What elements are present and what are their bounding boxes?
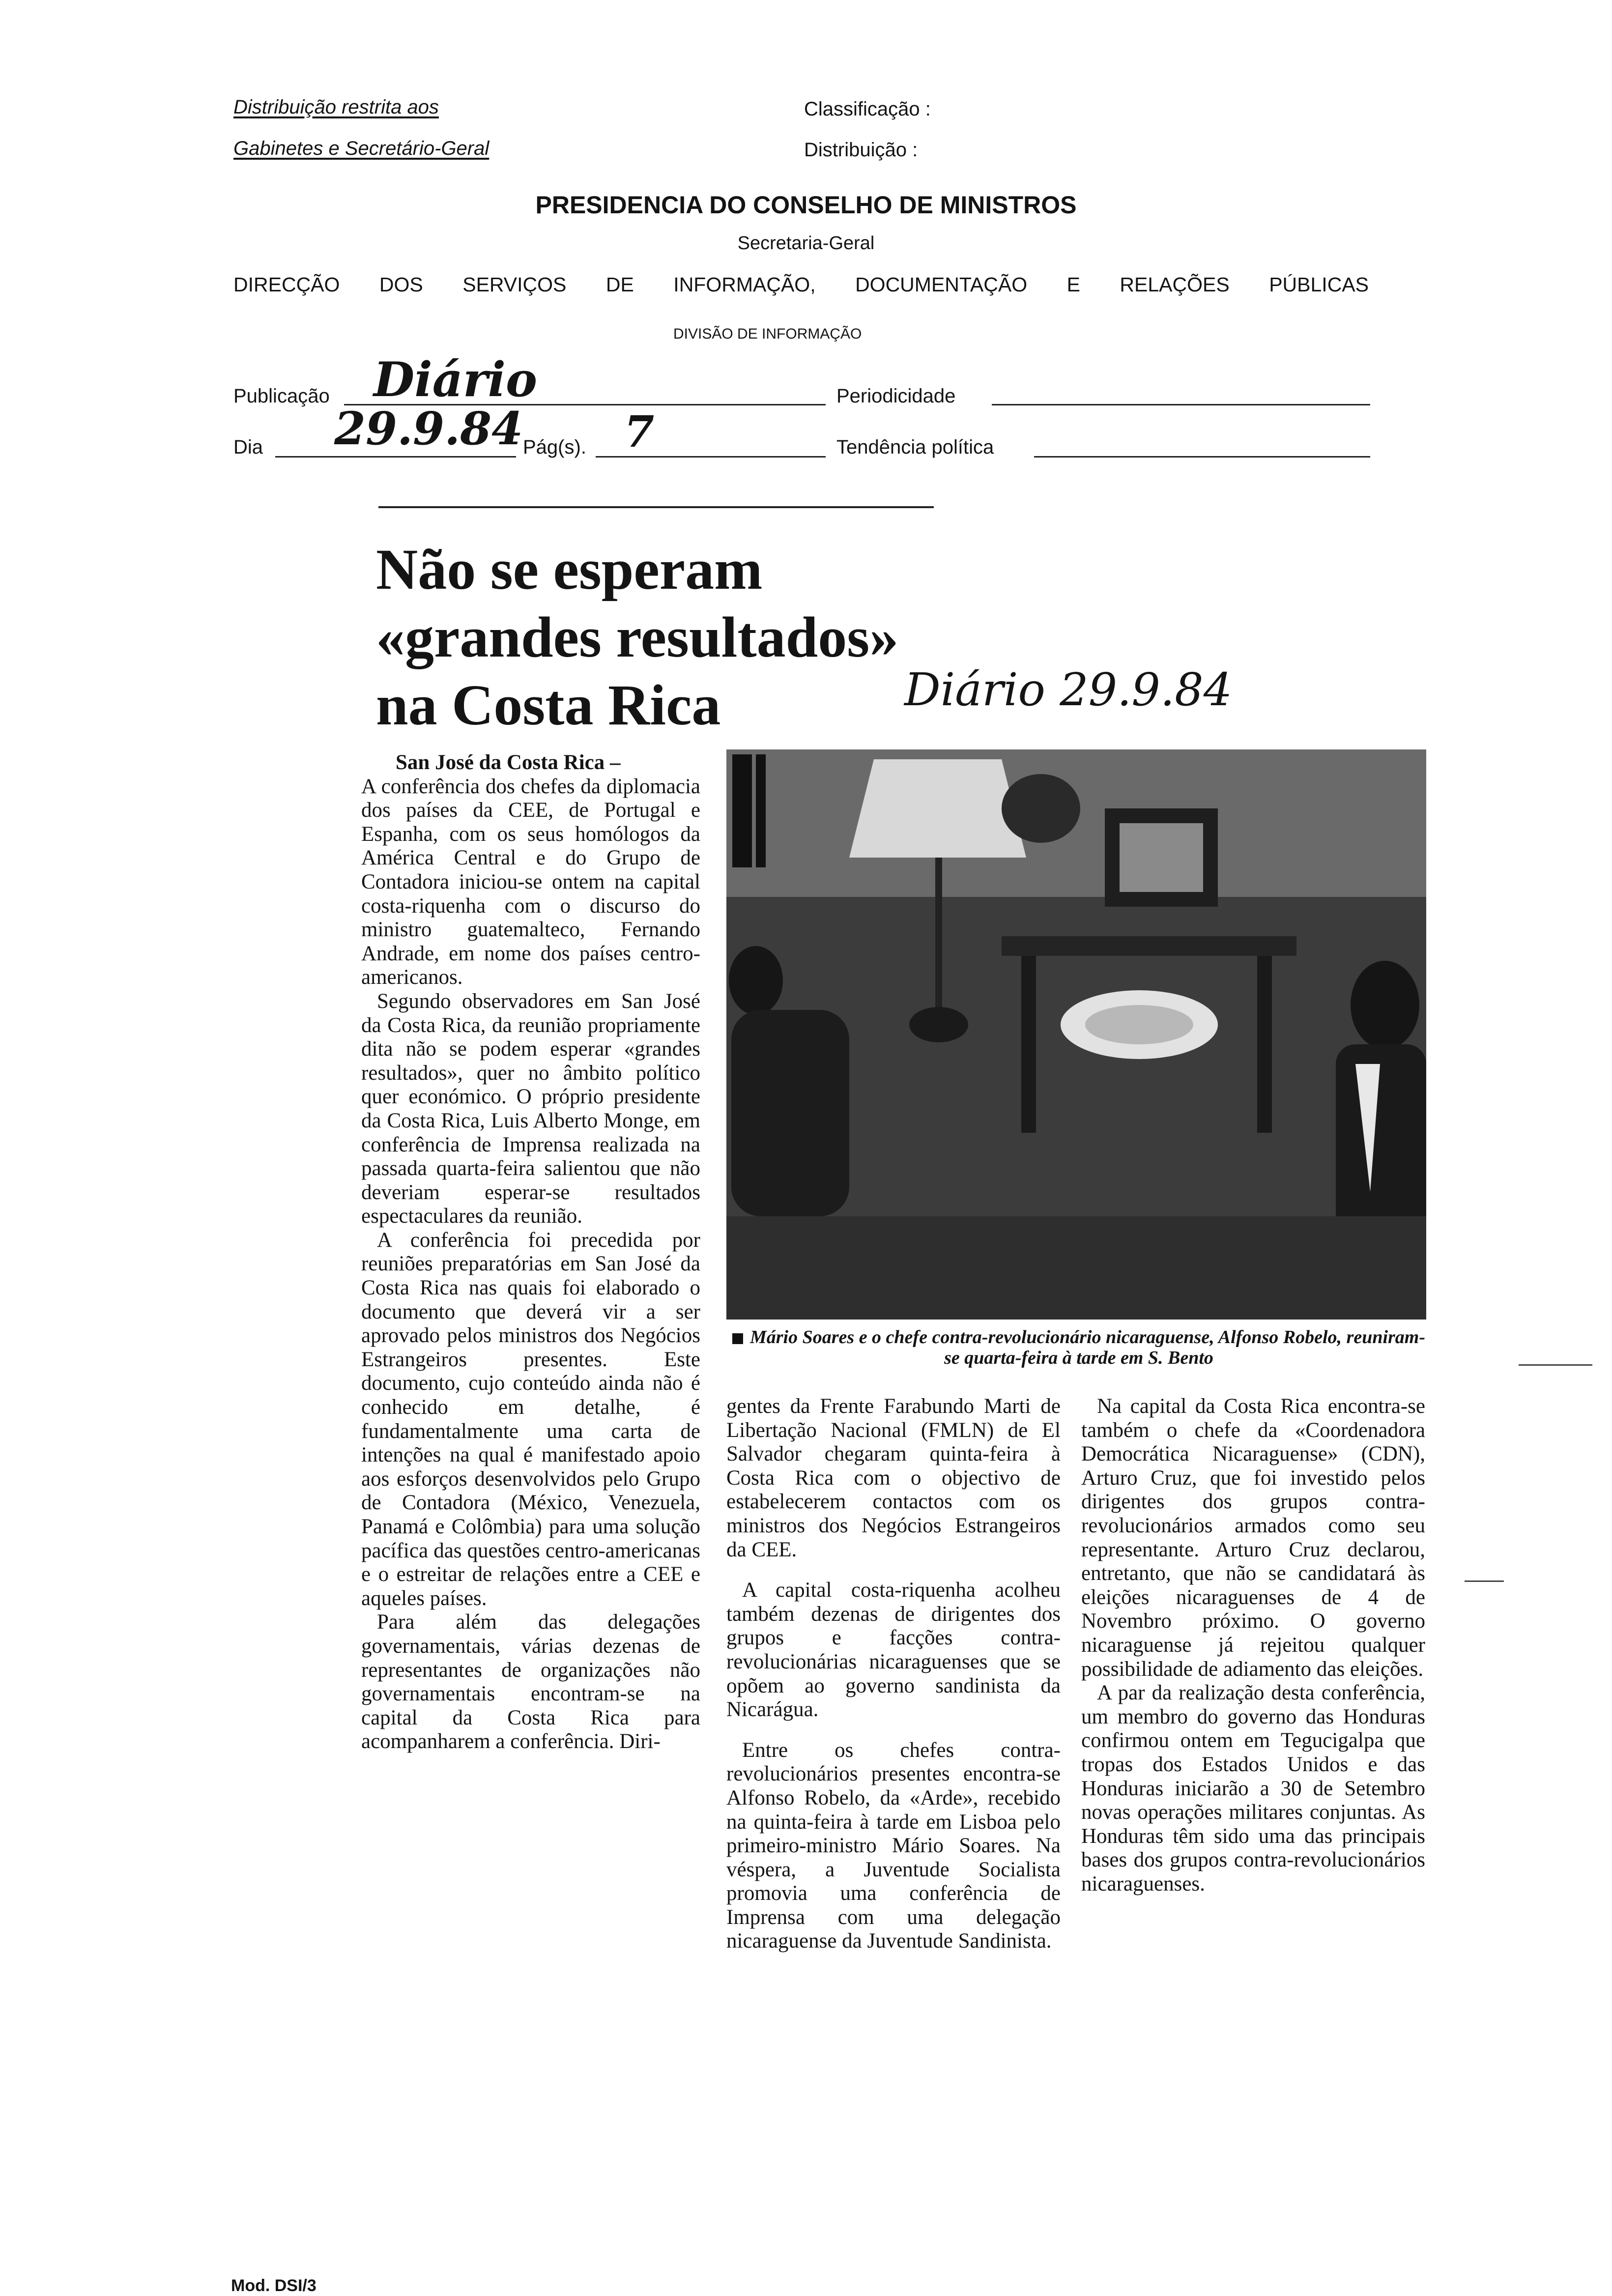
- article-column-1: [361, 751, 700, 1754]
- pages-label: Pág(s).: [523, 436, 586, 458]
- headline: [376, 536, 898, 739]
- col1-paragraph-4: Para além das delegações governamentais, várias dezenas de representantes de organizações não governamentais encontram-se na capital da Costa Rica para acompanharem a conferência. Diri-: [361, 1610, 700, 1753]
- day-field: [275, 456, 516, 458]
- col1-paragraph-3: A conferência foi precedida por reuniões preparatórias em San José da Costa Rica nas quais foi elaborado o documento que deverá vir a ser aprovado pelos ministros dos Negócios Estrangeiros presentes. Este documento, cujo conteúdo ainda não é conhecido em detalhe, é fundamentalmente uma carta de intenções na qual é manifestado apoio aos esforços desenvolvidos pelo Grupo de Contadora (México, Venezuela, Panamá e Colômbia) para uma solução pacífica das questões centro-americanas e o estreitar de relações entre a CEE e aqueles países.: [361, 1228, 700, 1610]
- margin-dash-right: [1465, 1580, 1504, 1582]
- col2-paragraph-2: A capital costa-riquenha acolheu também dezenas de dirigentes dos grupos e facções contra-revolucionárias nicaraguenses que se opõem ao governo sandinista da Nicarágua.: [726, 1578, 1061, 1722]
- day-label: Dia: [233, 436, 263, 458]
- news-photo: [726, 749, 1426, 1320]
- col3-paragraph-2: A par da realização desta conferência, um membro do governo das Honduras confirmou ontem em Tegucigalpa que tropas dos Estados Unidos e das Honduras iniciarão a 30 de Setembro novas operações militares conjuntas. As Honduras têm sido uma das principais bases dos grupos contra-revolucionários nicaraguenses.: [1081, 1681, 1425, 1895]
- headline-line-2: «grandes resultados»: [376, 605, 899, 669]
- col1-paragraph-2: Segundo observadores em San José da Costa Rica, da reunião propriamente dita não se podem esperar «grandes resultados», quer no âmbito político quer económico. O próprio presidente da Costa Rica, Luis Alberto Monge, em conferência de Imprensa realizada na passada quarta-feira salientou que não deveriam esperar-se resultados espectaculares da reunião.: [361, 989, 700, 1228]
- distribution-label: Distribuição :: [804, 139, 918, 161]
- margin-dash-right-2: [1519, 1364, 1592, 1366]
- publication-handwritten: Diário: [374, 352, 537, 407]
- col3-paragraph-1: Na capital da Costa Rica encontra-se também o chefe da «Coordenadora Democrática Nicaraguense» (CDN), Arturo Cruz, que foi investido pelos dirigentes dos grupos contra-revolucionários armados como seu representante. Arturo Cruz declarou, entretanto, que não se candidatará às eleições nicaraguenses de 4 de Novembro próximo. O governo nicaraguense já rejeitou qualquer possibilidade de adiamento das eleições.: [1081, 1395, 1425, 1681]
- distribution-restricted-line1: Distribuição restrita aos: [233, 96, 439, 118]
- distribution-restricted-line2: Gabinetes e Secretário-Geral: [233, 138, 489, 159]
- dateline: San José da Costa Rica –: [396, 751, 621, 774]
- article-column-3: [1081, 1395, 1425, 1896]
- classification-label: Classificação :: [804, 98, 931, 120]
- form-code: Mod. DSI/3: [231, 2276, 317, 2295]
- tendency-field: [1034, 456, 1370, 458]
- col2-paragraph-3: Entre os chefes contra-revolucionários presentes encontra-se Alfonso Robelo, da «Arde», recebido na quinta-feira à tarde em Lisboa pelo primeiro-ministro Mário Soares. Na véspera, a Juventude Socialista promovia uma conferência de Imprensa com uma delegação nicaraguense da Juventude Sandinista.: [726, 1738, 1061, 1953]
- directorate-title: DIRECÇÃO DOS SERVIÇOS DE INFORMAÇÃO, DOCUMENTAÇÃO E RELAÇÕES PÚBLICAS: [233, 273, 1369, 296]
- division-title: DIVISÃO DE INFORMAÇÃO: [673, 326, 862, 342]
- news-photo-image: [726, 749, 1426, 1320]
- col2-paragraph-1: gentes da Frente Farabundo Marti de Libertação Nacional (FMLN) de El Salvador chegaram quinta-feira à Costa Rica com o objectivo de estabelecerem contactos com os ministros dos Negócios Estrangeiros da CEE.: [726, 1395, 1061, 1561]
- col1-paragraph-1: A conferência dos chefes da diplomacia dos países da CEE, de Portugal e Espanha, com os seus homólogos da América Central e do Grupo de Contadora iniciou-se ontem na capital costa-riquenha com o discurso do ministro guatemalteco, Fernando Andrade, em nome dos países centro-americanos.: [361, 775, 700, 989]
- pages-handwritten: 7: [624, 406, 655, 457]
- caption-bullet-icon: [732, 1333, 743, 1344]
- org-title: PRESIDENCIA DO CONSELHO DE MINISTROS: [535, 191, 1077, 219]
- periodicity-field: [992, 404, 1370, 405]
- handwritten-date-note: Diário 29.9.84: [904, 663, 1233, 716]
- day-handwritten: 29.9.84: [334, 402, 523, 455]
- article-column-2: [726, 1395, 1061, 1953]
- periodicity-label: Periodicidade: [836, 385, 956, 407]
- headline-line-3: na Costa Rica: [376, 673, 721, 737]
- org-subtitle: Secretaria-Geral: [737, 233, 875, 254]
- publication-label: Publicação: [233, 385, 330, 407]
- headline-line-1: Não se esperam: [376, 537, 763, 602]
- tendency-label: Tendência política: [836, 436, 994, 458]
- photo-caption: [727, 1327, 1430, 1368]
- article-top-rule: [378, 506, 934, 508]
- photo-caption-text: Mário Soares e o chefe contra-revolucionário nicaraguense, Alfonso Robelo, reuniram-se quarta-feira à tarde em S. Bento: [749, 1327, 1426, 1368]
